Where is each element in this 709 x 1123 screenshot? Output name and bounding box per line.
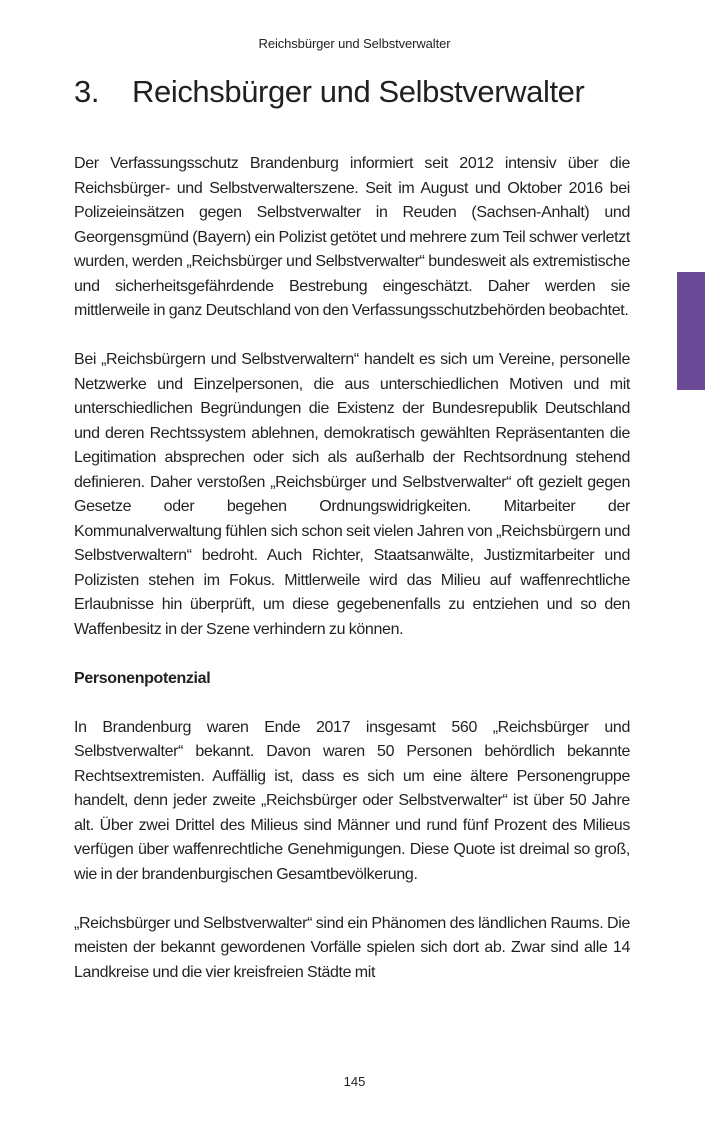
page-number: 145 xyxy=(343,1074,366,1089)
body-text xyxy=(74,152,630,1010)
chapter-number: 3. xyxy=(74,74,100,109)
section-heading: Personenpotenzial xyxy=(74,669,211,687)
paragraph-intro: Der Verfassungsschutz Brandenburg informiert seit 2012 intensiv über die Reichsbürger- und Selbstverwalterszene. Seit im August und Oktober 2016 bei Polizeieinsätzen gegen Selbstverwalter in Reuden (Sachsen-Anhalt) und Georgensgmünd (Bayern) ein Polizist getötet und mehrere zum Teil schwer verletzt wurden, werden „Reichsbürger und Selbstverwalter“ bundesweit als extremistische und sicherheitsgefährdende Bestrebung eingeschätzt. Daher werden sie mittlerweile in ganz Deutschland von den Verfassungsschutzbehörden beobachtet. xyxy=(74,155,630,319)
chapter-heading xyxy=(74,70,674,114)
chapter-side-tab xyxy=(677,272,705,390)
paragraph-laendlicher-raum: „Reichsbürger und Selbstverwalter“ sind ein Phänomen des ländlichen Raums. Die meisten der bekannt gewordenen Vorfälle spielen sich dort ab. Zwar sind alle 14 Landkreise und die vier kreisfreien Städte mit xyxy=(74,914,630,981)
chapter-title-text: Reichsbürger und Selbstverwalter xyxy=(132,74,585,109)
running-header: Reichsbürger und Selbstverwalter xyxy=(258,36,451,51)
paragraph-personenpotenzial: In Brandenburg waren Ende 2017 insgesamt 560 „Reichsbürger und Selbstverwalter“ bekannt. Davon waren 50 Personen behördlich bekannte Rechtsextremisten. Auffällig ist, dass es sich um eine ältere Personengruppe handelt, denn jeder zweite „Reichsbürger oder Selbstverwalter“ ist über 50 Jahre alt. Über zwei Drittel des Milieus sind Männer und rund fünf Prozent des Milieus verfügen über waffenrechtliche Genehmigungen. Diese Quote ist dreimal so groß, wie in der brandenburgischen Gesamtbevölkerung. xyxy=(74,718,630,883)
paragraph-definition: Bei „Reichsbürgern und Selbstverwaltern“ handelt es sich um Vereine, personelle Netzwerke und Einzelpersonen, die aus unterschiedlichen Motiven und mit unterschiedlichen Begründungen die Existenz der Bundesrepublik Deutschland und deren Rechtssystem ablehnen, demokratisch gewählten Repräsentanten die Legitimation absprechen oder sich als außerhalb der Rechtsordnung stehend definieren. Daher verstoßen „Reichsbürger und Selbstverwalter“ oft gezielt gegen Gesetze oder begehen Ordnungswidrigkeiten. Mitarbeiter der Kommunalverwaltung fühlen sich schon seit vielen Jahren von „Reichsbürgern und Selbstverwaltern“ bedroht. Auch Richter, Staatsanwälte, Justizmitarbeiter und Polizisten stehen im Fokus. Mittlerweile wird das Milieu auf waffenrechtliche Erlaubnisse hin überprüft, um diese gegebenenfalls zu entziehen und so den Waffenbesitz in der Szene verhindern zu können. xyxy=(74,351,630,638)
